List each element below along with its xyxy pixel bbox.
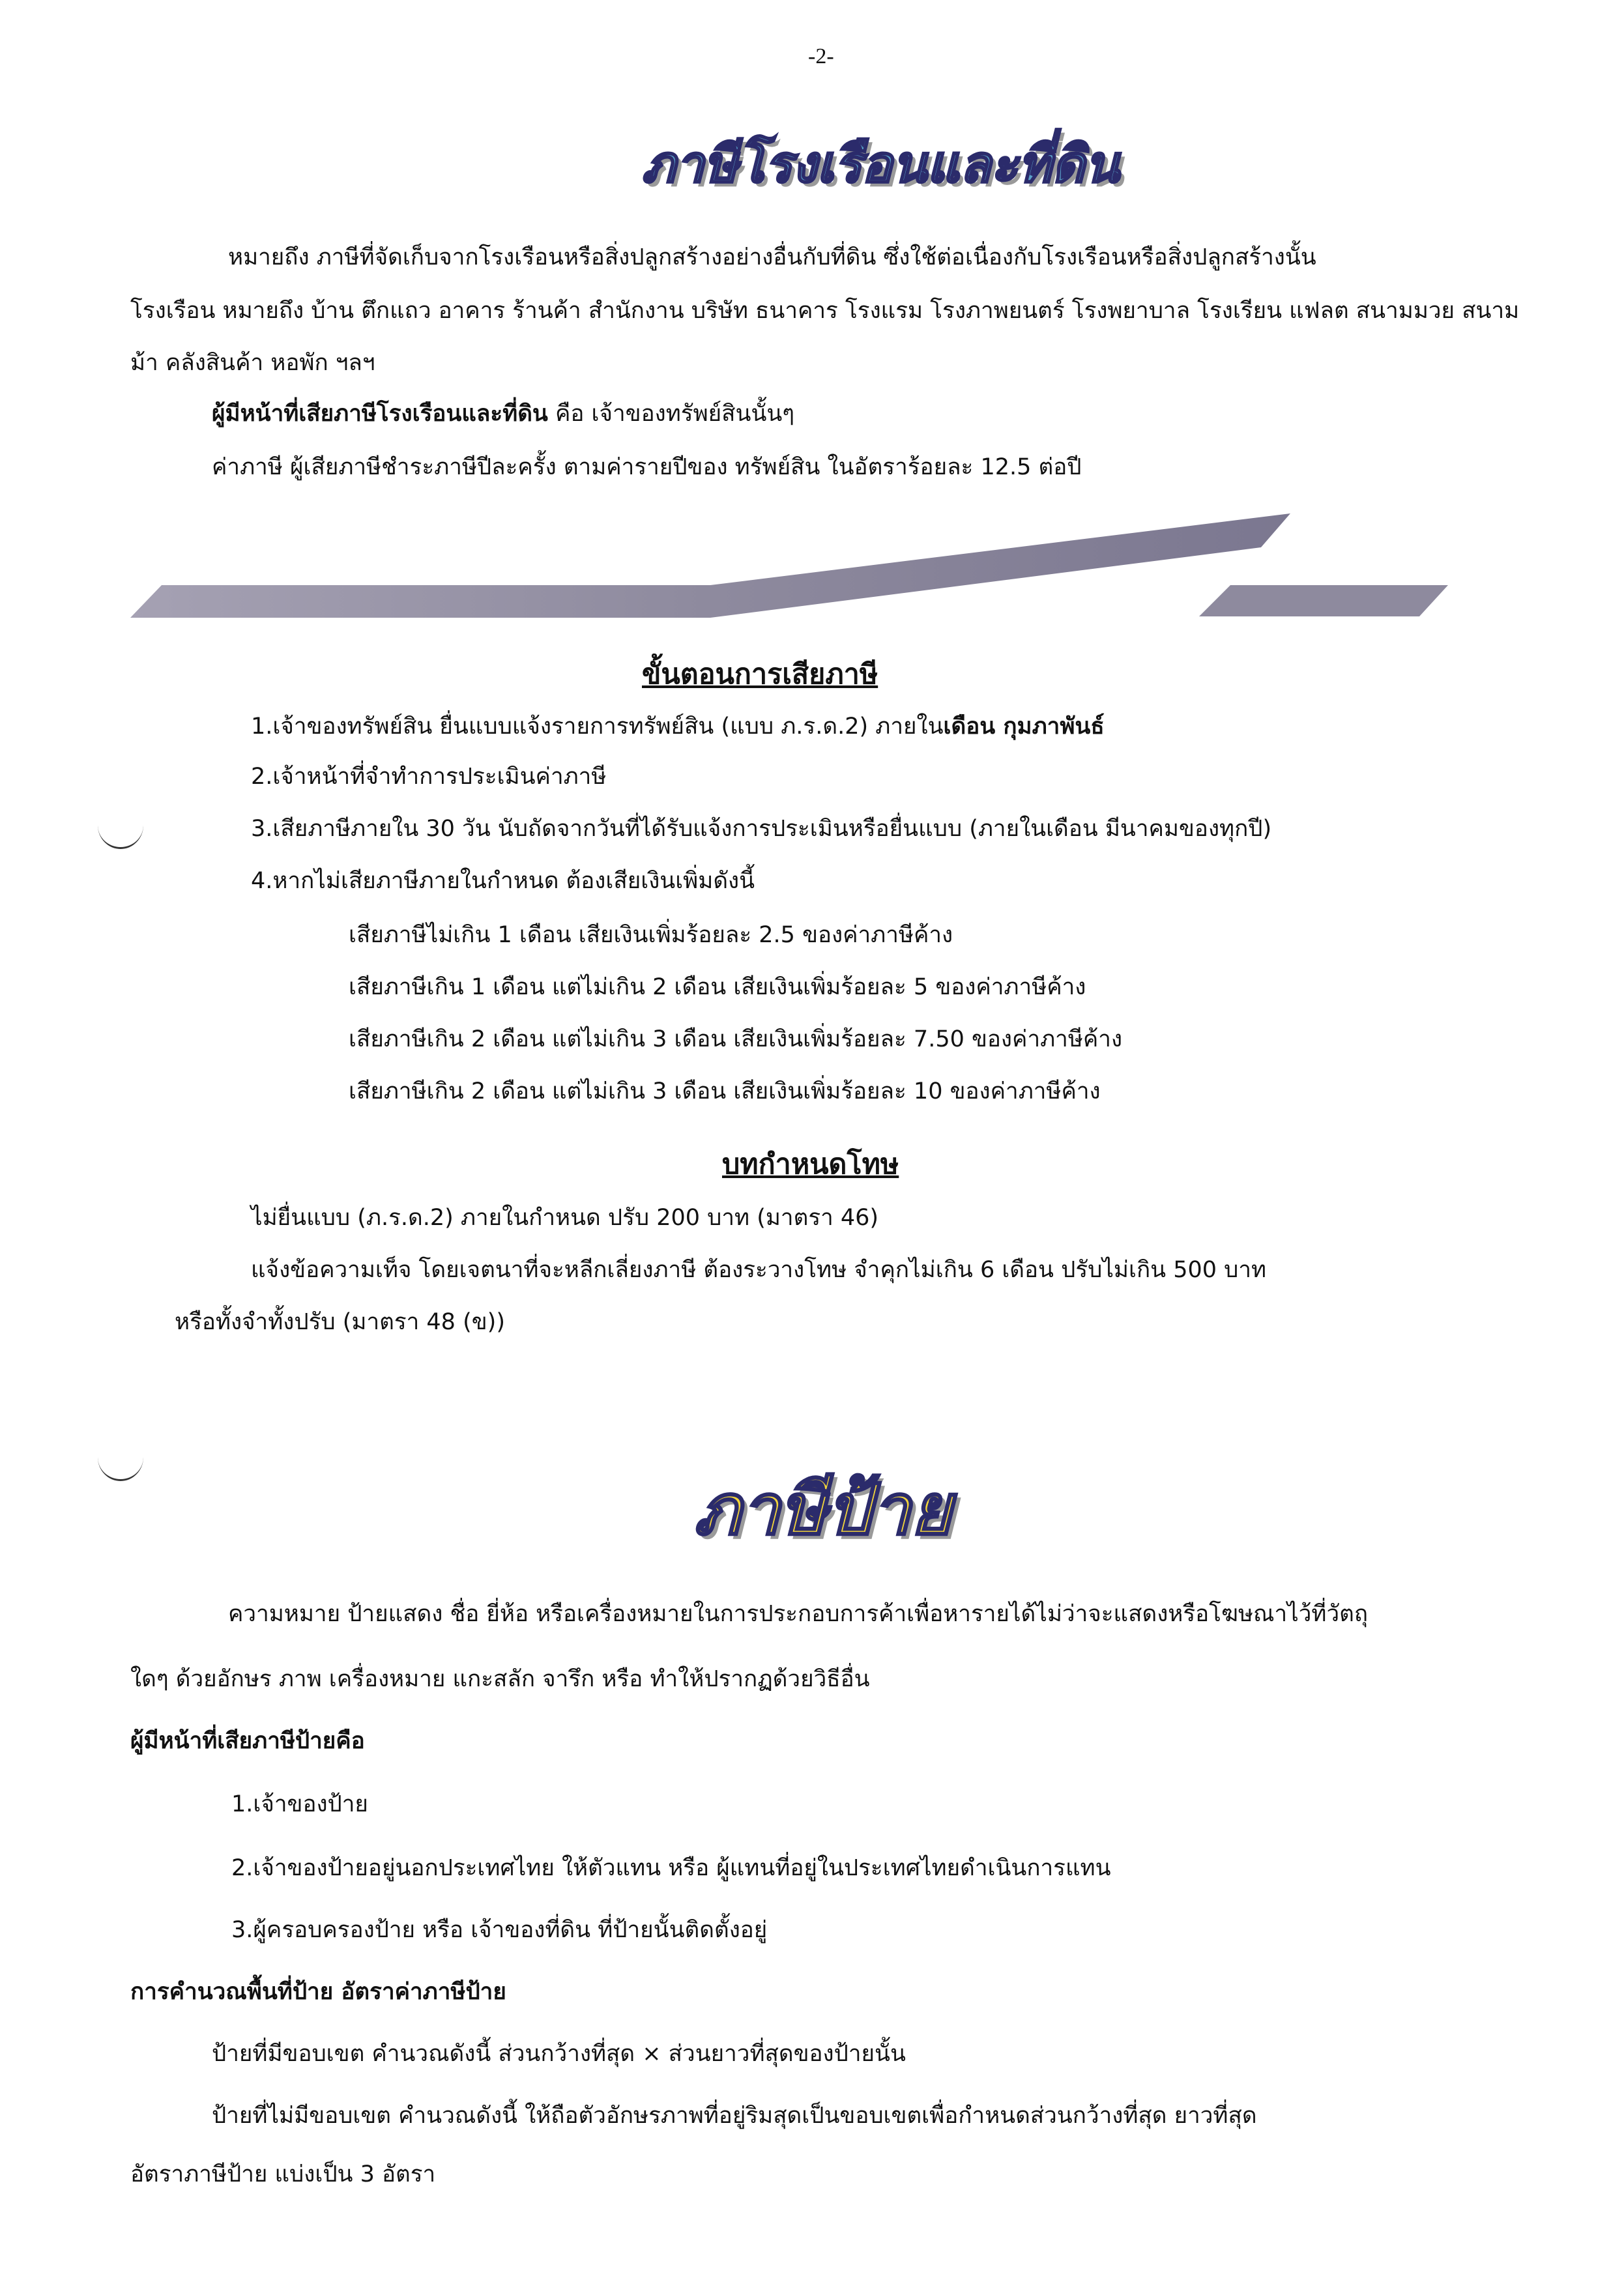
penalty-line-3: หรือทั้งจำทั้งปรับ (มาตรา 48 (ข)) bbox=[175, 1309, 505, 1335]
section1-rate-text: ค่าภาษี ผู้เสียภาษีชำระภาษีปีละครั้ง ตามค่ารายปีของ ทรัพย์สิน ในอัตราร้อยละ 12.5 ต่อปี bbox=[212, 454, 1082, 480]
step-4-sub-1: เสียภาษีไม่เกิน 1 เดือน เสียเงินเพิ่มร้อยละ 2.5 ของค่าภาษีค้าง bbox=[349, 922, 953, 948]
section2-meaning-line-1: ความหมาย ป้ายแสดง ชื่อ ยี่ห้อ หรือเครื่องหมายในการประกอบการค้าเพื่อหารายได้ไม่ว่าจะแสดงหรือโฆษณาไว้ที่วัตถุ bbox=[228, 1601, 1369, 1627]
punch-hole-mark-1 bbox=[98, 801, 143, 849]
penalty-line-1: ไม่ยื่นแบบ (ภ.ร.ด.2) ภายในกำหนด ปรับ 200 บาท (มาตรา 46) bbox=[251, 1205, 879, 1231]
step-1 bbox=[251, 715, 1105, 738]
penalties-heading: บทกำหนดโทษ bbox=[722, 1148, 899, 1181]
section2-title: ภาษีป้าย bbox=[694, 1469, 952, 1551]
section1-taxpayer-label: ผู้มีหน้าที่เสียภาษีโรงเรือนและที่ดิน bbox=[212, 401, 548, 427]
step-3: 3.เสียภาษีภายใน 30 วัน นับถัดจากวันที่ได้รับแจ้งการประเมินหรือยื่นแบบ (ภายในเดือน มีนาคมของทุกปี) bbox=[251, 816, 1272, 842]
section2-meaning-line-2: ใดๆ ด้วยอักษร ภาพ เครื่องหมาย แกะสลัก จารึก หรือ ทำให้ปรากฏด้วยวิธีอื่น bbox=[130, 1666, 870, 1692]
step-4-sub-2: เสียภาษีเกิน 1 เดือน แต่ไม่เกิน 2 เดือน เสียเงินเพิ่มร้อยละ 5 ของค่าภาษีค้าง bbox=[349, 974, 1086, 1000]
section2-calc-heading: การคำนวณพื้นที่ป้าย อัตราค่าภาษีป้าย bbox=[130, 1979, 506, 2005]
section1-taxpayer-line bbox=[212, 403, 794, 425]
step-4: 4.หากไม่เสียภาษีภายในกำหนด ต้องเสียเงินเพิ่มดังนี้ bbox=[251, 868, 755, 894]
section2-taxpayer-2: 2.เจ้าของป้ายอยู่นอกประเทศไทย ให้ตัวแทน หรือ ผู้แทนที่อยู่ในประเทศไทยดำเนินการแทน bbox=[231, 1855, 1111, 1881]
step-4-sub-3: เสียภาษีเกิน 2 เดือน แต่ไม่เกิน 3 เดือน เสียเงินเพิ่มร้อยละ 7.50 ของค่าภาษีค้าง bbox=[349, 1026, 1123, 1052]
step-1-text: 1.เจ้าของทรัพย์สิน ยื่นแบบแจ้งรายการทรัพย์สิน (แบบ ภ.ร.ด.2) ภายใน bbox=[251, 714, 944, 740]
section2-taxpayer-heading: ผู้มีหน้าที่เสียภาษีป้ายคือ bbox=[130, 1728, 365, 1754]
section1-definition-line-1: หมายถึง ภาษีที่จัดเก็บจากโรงเรือนหรือสิ่งปลูกสร้างอย่างอื่นกับที่ดิน ซึ่งใช้ต่อเนื่องกับโรงเรือนหรือสิ่งปลูกสร้างนั้น bbox=[228, 244, 1316, 270]
step-1-deadline: เดือน กุมภาพันธ์ bbox=[943, 714, 1105, 740]
section1-definition-line-2: โรงเรือน หมายถึง บ้าน ตึกแถว อาคาร ร้านค้า สำนักงาน บริษัท ธนาคาร โรงแรม โรงภาพยนตร์ โรงพยาบาล โรงเรียน แฟลต สนามมวย สนาม bbox=[130, 298, 1520, 324]
step-2: 2.เจ้าหน้าที่จำทำการประเมินค่าภาษี bbox=[251, 764, 607, 790]
section1-definition-line-3: ม้า คลังสินค้า หอพัก ฯลฯ bbox=[130, 350, 375, 376]
banner-stripe-left bbox=[130, 513, 1290, 618]
section1-taxpayer-text: คือ เจ้าของทรัพย์สินนั้นๆ bbox=[547, 401, 795, 427]
section2-rate-line: อัตราภาษีป้าย แบ่งเป็น 3 อัตรา bbox=[130, 2161, 436, 2187]
section2-calc-line-2: ป้ายที่ไม่มีขอบเขต คำนวณดังนี้ ให้ถือตัวอักษรภาพที่อยู่ริมสุดเป็นขอบเขตเพื่อกำหนดส่วนกว้างที่สุด ยาวที่สุด bbox=[212, 2103, 1257, 2129]
section2-taxpayer-1: 1.เจ้าของป้าย bbox=[231, 1791, 368, 1817]
punch-hole-mark-2 bbox=[98, 1434, 143, 1481]
steps-heading: ขั้นตอนการเสียภาษี bbox=[642, 658, 878, 691]
banner-stripe-right bbox=[1199, 585, 1448, 616]
section1-title: ภาษีโรงเรือนและที่ดิน bbox=[642, 136, 1120, 194]
penalty-line-2: แจ้งข้อความเท็จ โดยเจตนาที่จะหลีกเลี่ยงภาษี ต้องระวางโทษ จำคุกไม่เกิน 6 เดือน ปรับไม่เกิน 500 บาท bbox=[251, 1257, 1267, 1283]
section2-taxpayer-3: 3.ผู้ครอบครองป้าย หรือ เจ้าของที่ดิน ที่ป้ายนั้นติดตั้งอยู่ bbox=[231, 1917, 768, 1943]
step-4-sub-4: เสียภาษีเกิน 2 เดือน แต่ไม่เกิน 3 เดือน เสียเงินเพิ่มร้อยละ 10 ของค่าภาษีค้าง bbox=[349, 1078, 1101, 1104]
page-number: -2- bbox=[808, 44, 834, 68]
section2-calc-line-1: ป้ายที่มีขอบเขต คำนวณดังนี้ ส่วนกว้างที่สุด × ส่วนยาวที่สุดของป้ายนั้น bbox=[212, 2041, 906, 2067]
